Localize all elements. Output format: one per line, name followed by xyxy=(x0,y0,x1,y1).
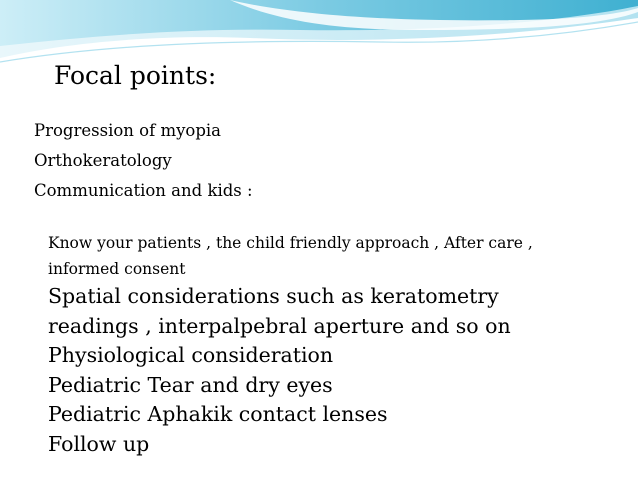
communication-details xyxy=(48,230,588,459)
details-list xyxy=(48,282,588,459)
details-item: Physiological consideration xyxy=(48,343,334,367)
focal-points-list xyxy=(34,116,253,206)
details-item: Follow up xyxy=(48,431,150,456)
details-intro: Know your patients , the child friendly approach , After care , informed consent xyxy=(48,234,533,278)
slide-title: Focal points: xyxy=(54,61,217,90)
details-item: Spatial considerations such as keratometry readings , interpalpebral aperture and so on xyxy=(48,284,511,338)
details-item: Pediatric Tear and dry eyes xyxy=(48,372,333,397)
focal-point-item: Communication and kids : xyxy=(34,181,253,200)
details-item: Pediatric Aphakik contact lenses xyxy=(48,402,388,426)
focal-point-item: Orthokeratology xyxy=(34,151,172,170)
focal-point-item: Progression of myopia xyxy=(34,121,222,140)
